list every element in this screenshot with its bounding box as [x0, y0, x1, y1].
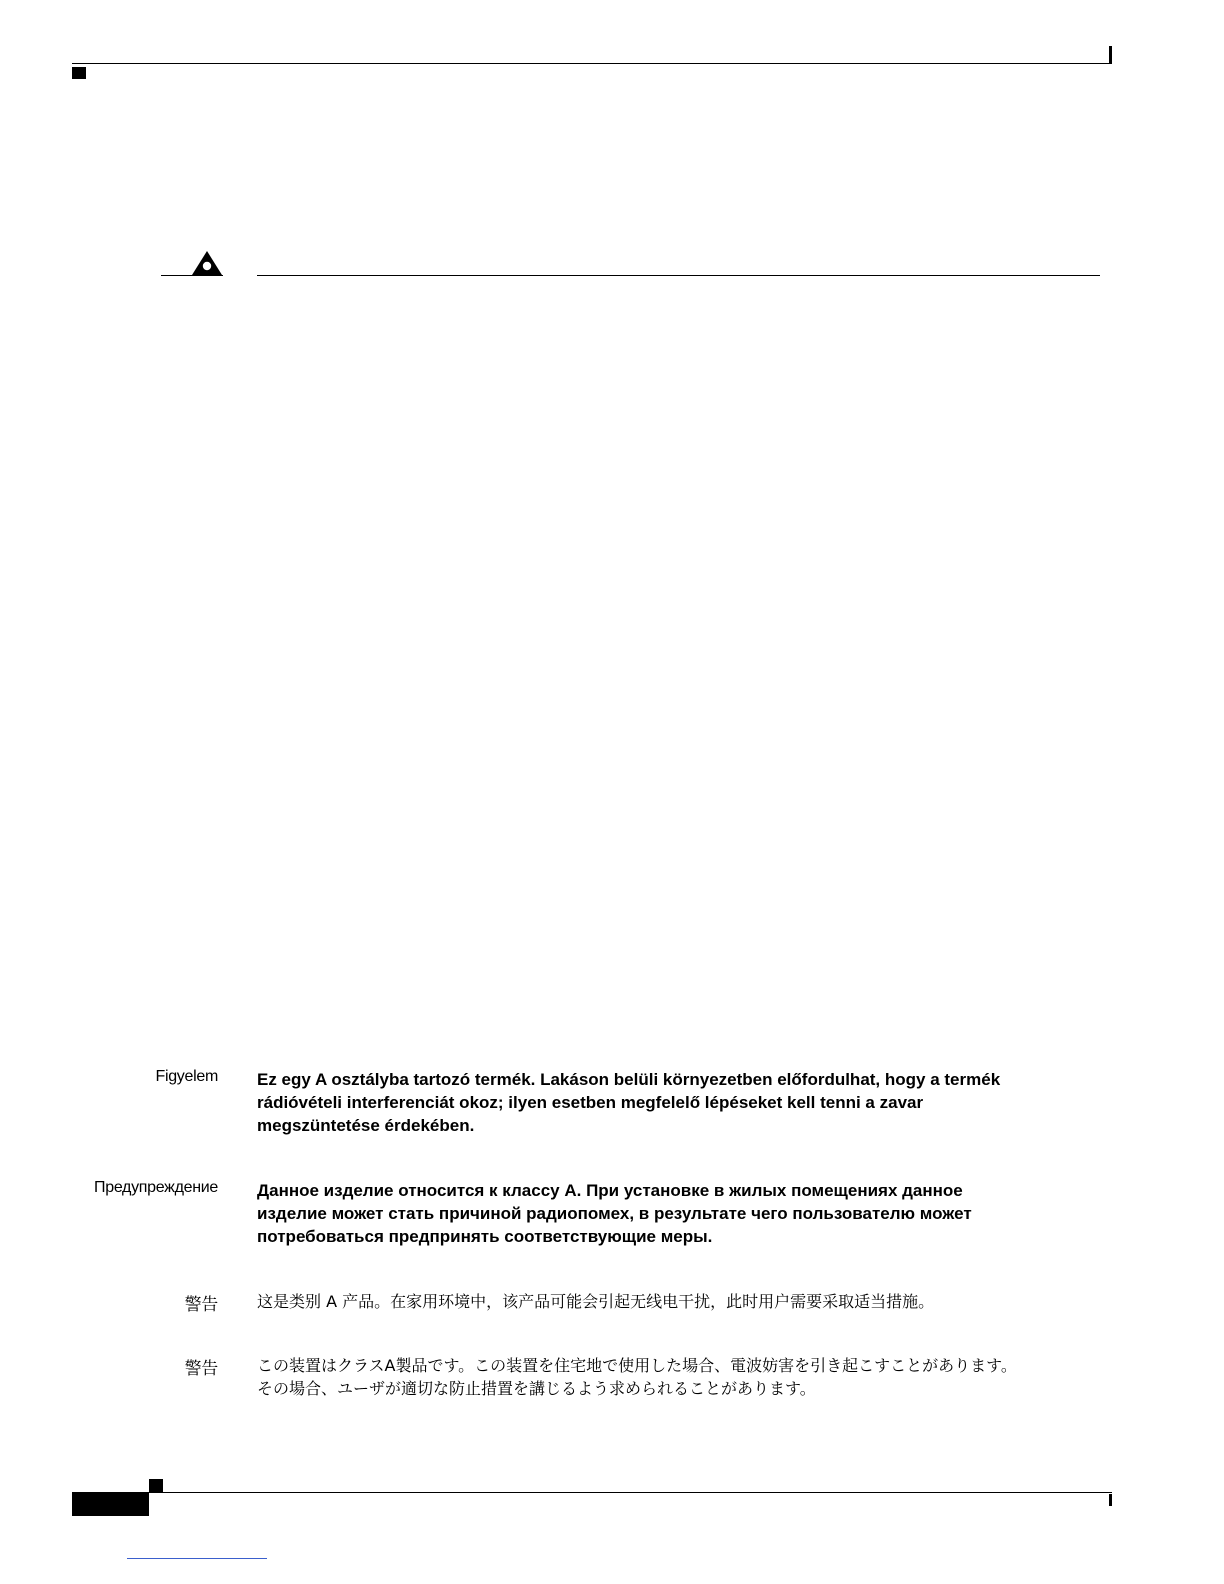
- statement-line: megszüntetése érdekében.: [257, 1116, 475, 1135]
- statement-line: изделие может стать причиной радиопомех, в результате чего пользователю может: [257, 1204, 972, 1223]
- statement-line: rádióvételi interferenciát okoz; ilyen esetben megfelelő lépéseket kell tenni a zavar: [257, 1093, 924, 1112]
- statement-line: Данное изделие относится к классу А. При установке в жилых помещениях данное: [257, 1181, 963, 1200]
- footer-marker: [149, 1479, 163, 1492]
- statement-text: [257, 1354, 1107, 1400]
- statement-line: Ez egy A osztályba tartozó termék. Lakáson belüli környezetben előfordulhat, hogy a termék: [257, 1070, 1001, 1089]
- warning-icon-underline: [161, 275, 223, 276]
- statement-line: その場合、ユーザが適切な防止措置を講じるよう求められることがあります。: [257, 1379, 816, 1398]
- statement-label: 警告: [184, 1359, 218, 1379]
- statement-line: потребоваться предпринять соответствующие меры.: [257, 1227, 713, 1246]
- statement-label: 警告: [184, 1295, 218, 1315]
- footer-tick: [1109, 1494, 1112, 1506]
- statement-line: 这是类别 A 产品。在家用环境中，该产品可能会引起无线电干扰，此时用户需要采取适当措施。: [257, 1292, 935, 1311]
- header-marker: [72, 67, 86, 79]
- statement-text: [257, 1179, 1107, 1248]
- statement-text: [257, 1290, 1107, 1313]
- header-tick: [1109, 46, 1112, 64]
- footer-link-underline[interactable]: [127, 1558, 267, 1559]
- header-rule: [72, 63, 1112, 64]
- statement-label: Figyelem: [155, 1068, 218, 1085]
- statement-text: [257, 1068, 1107, 1137]
- footer-rule: [72, 1492, 1112, 1493]
- statement-line: この装置はクラスA製品です。この装置を住宅地で使用した場合、電波妨害を引き起こすことがあります。: [257, 1356, 1017, 1375]
- statement-label: Предупреждение: [94, 1179, 218, 1196]
- footer-page-block: [72, 1492, 149, 1516]
- warning-triangle-icon: [191, 250, 223, 276]
- warning-rule: [257, 275, 1100, 276]
